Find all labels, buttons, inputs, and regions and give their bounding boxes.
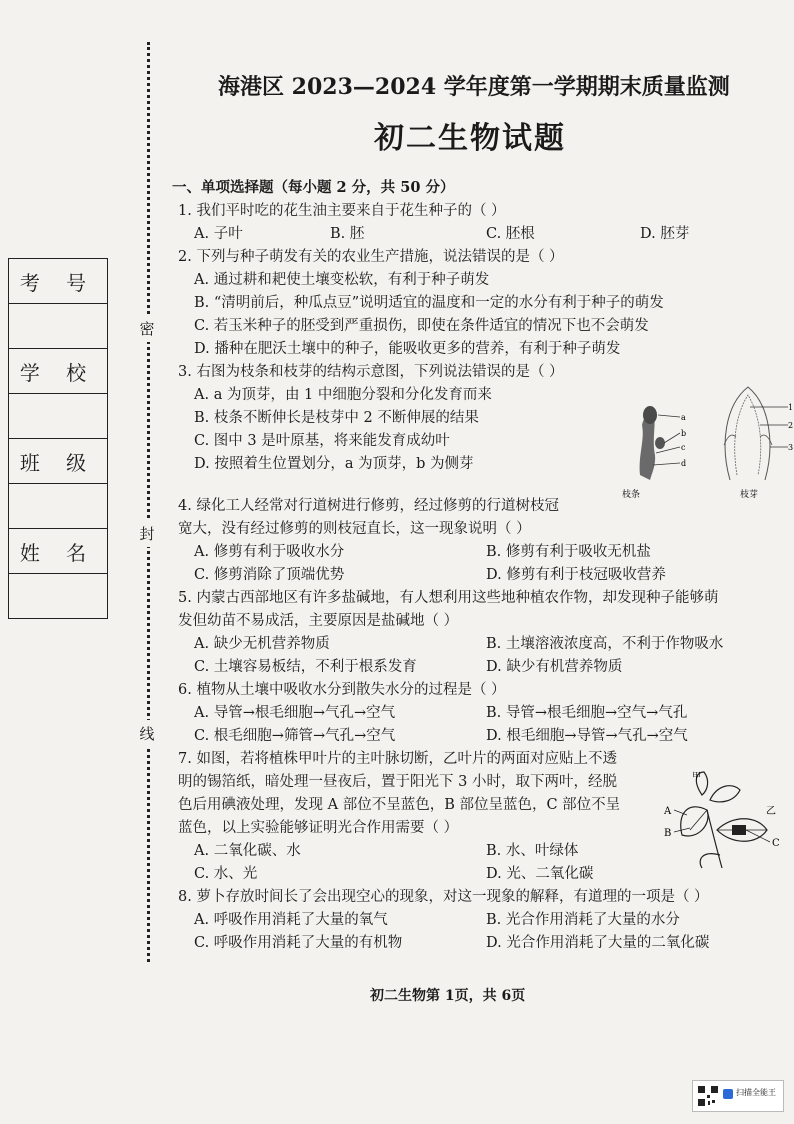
qr-code-icon: [697, 1085, 719, 1107]
branch-caption: 枝条: [622, 490, 641, 500]
q1-option-d: D. 胚芽: [640, 226, 690, 242]
label-b: b: [681, 429, 687, 438]
q8-option-d: D. 光合作用消耗了大量的二氧化碳: [486, 935, 710, 951]
q6-option-b: B. 导管→根毛细胞→空气→气孔: [486, 705, 688, 721]
q6-option-c: C. 根毛细胞→筛管→气孔→空气: [194, 728, 396, 744]
label-C: C: [772, 838, 780, 849]
label-yi: 乙: [766, 806, 776, 817]
exam-number-label: 考 号: [9, 259, 108, 304]
q1-option-c: C. 胚根: [486, 226, 535, 242]
scanner-watermark: [692, 1080, 784, 1112]
class-label: 班 级: [9, 439, 108, 484]
label-3: 3: [788, 443, 794, 452]
label-d: d: [681, 459, 687, 468]
q2-option-a: A. 通过耕和耙使土壤变松软，有利于种子萌发: [194, 272, 490, 288]
section-heading: 一、单项选择题（每小题 2 分，共 50 分）: [172, 179, 455, 196]
scanner-brand: 扫描全能王: [736, 1088, 776, 1097]
school-label: 学 校: [9, 349, 108, 394]
exam-number-field[interactable]: [9, 304, 108, 349]
question-8-stem: 8. 萝卜存放时间长了会出现空心的现象，对这一现象的解释，有道理的一项是（ ）: [178, 889, 709, 905]
seal-char-mi: 密: [134, 315, 160, 342]
q8-option-a: A. 呼吸作用消耗了大量的氧气: [194, 912, 388, 928]
q5-option-c: C. 土壤容易板结，不利于根系发育: [194, 659, 417, 675]
q7-option-c: C. 水、光: [194, 866, 258, 882]
seal-char-feng: 封: [134, 520, 160, 547]
school-field[interactable]: [9, 394, 108, 439]
question-7-stem: 7. 如图，若将植株甲叶片的主叶脉切断，乙叶片的两面对应贴上不透: [178, 751, 617, 767]
question-7-stem-2: 明的锡箔纸，暗处理一昼夜后，置于阳光下 3 小时，取下两叶，经脱: [178, 774, 617, 790]
question-7-stem-4: 蓝色，以上实验能够证明光合作用需要（ ）: [178, 820, 459, 836]
seal-line: [147, 42, 150, 962]
branch-drawing: [640, 406, 680, 480]
q4-option-d: D. 修剪有利于枝冠吸收营养: [486, 567, 666, 583]
leaf-experiment-figure: [662, 770, 787, 870]
label-2: 2: [788, 421, 794, 430]
leaf-jia: [681, 807, 708, 836]
question-7-stem-3: 色后用碘液处理，发现 A 部位不呈蓝色，B 部位呈蓝色，C 部位不呈: [178, 797, 621, 813]
q7-option-d: D. 光、二氧化碳: [486, 866, 594, 882]
q2-option-d: D. 播种在肥沃土壤中的种子，能吸收更多的营养，有利于种子萌发: [194, 341, 621, 357]
bud-caption: 枝芽: [740, 490, 759, 500]
q5-option-a: A. 缺少无机营养物质: [194, 636, 330, 652]
label-jia: 甲: [692, 772, 702, 782]
q7-option-b: B. 水、叶绿体: [486, 843, 579, 859]
label-B: B: [664, 828, 672, 839]
q3-option-d: D. 按照着生位置划分，a 为顶芽，b 为侧芽: [194, 456, 474, 472]
question-1-stem: 1. 我们平时吃的花生油主要来自于花生种子的（ ）: [178, 203, 506, 219]
label-a: a: [681, 413, 686, 422]
question-4-stem: 4. 绿化工人经常对行道树进行修剪，经过修剪的行道树枝冠: [178, 498, 559, 514]
exam-title: 海港区 2023—2024 学年度第一学期期末质量监测: [218, 74, 730, 100]
scanner-logo-icon: [723, 1089, 733, 1099]
q5-option-b: B. 土壤溶液浓度高，不利于作物吸水: [486, 636, 724, 652]
name-label: 姓 名: [9, 529, 108, 574]
question-4-stem-cont: 宽大，没有经过修剪的则枝冠直长，这一现象说明（ ）: [178, 521, 531, 537]
stem-line: [707, 810, 722, 868]
name-field[interactable]: [9, 574, 108, 619]
q8-option-c: C. 呼吸作用消耗了大量的有机物: [194, 935, 403, 951]
foil-patch: [732, 825, 746, 835]
q1-option-a: A. 子叶: [194, 226, 243, 242]
q8-option-b: B. 光合作用消耗了大量的水分: [486, 912, 680, 928]
subject-title: 初二生物试题: [374, 121, 566, 156]
label-1: 1: [788, 403, 794, 412]
q3-option-a: A. a 为顶芽，由 1 中细胞分裂和分化发育而来: [194, 387, 492, 403]
bud-drawing: [724, 387, 788, 480]
q3-option-c: C. 图中 3 是叶原基，将来能发育成幼叶: [194, 433, 450, 449]
class-field[interactable]: [9, 484, 108, 529]
student-info-table: [8, 258, 108, 619]
q5-option-d: D. 缺少有机营养物质: [486, 659, 623, 675]
branch-bud-figure: [620, 385, 794, 500]
q6-option-d: D. 根毛细胞→导管→气孔→空气: [486, 728, 688, 744]
q6-option-a: A. 导管→根毛细胞→气孔→空气: [194, 705, 396, 721]
page-footer: 初二生物第 1页，共 6页: [370, 988, 526, 1004]
q4-option-b: B. 修剪有利于吸收无机盐: [486, 544, 651, 560]
q4-option-a: A. 修剪有利于吸收水分: [194, 544, 345, 560]
label-A: A: [664, 806, 672, 817]
question-6-stem: 6. 植物从土壤中吸收水分到散失水分的过程是（ ）: [178, 682, 506, 698]
question-3-stem: 3. 右图为枝条和枝芽的结构示意图，下列说法错误的是（ ）: [178, 364, 564, 380]
q2-option-c: C. 若玉米种子的胚受到严重损伤，即使在条件适宜的情况下也不会萌发: [194, 318, 649, 334]
label-c: c: [681, 443, 686, 452]
q7-option-a: A. 二氧化碳、水: [194, 843, 301, 859]
seal-char-xian: 线: [134, 720, 160, 747]
q2-option-b: B. “清明前后，种瓜点豆”说明适宜的温度和一定的水分有利于种子的萌发: [194, 295, 664, 311]
question-5-stem-cont: 发但幼苗不易成活，主要原因是盐碱地（ ）: [178, 613, 459, 629]
q1-option-b: B. 胚: [330, 226, 365, 242]
q4-option-c: C. 修剪消除了顶端优势: [194, 567, 345, 583]
question-2-stem: 2. 下列与种子萌发有关的农业生产措施，说法错误的是（ ）: [178, 249, 564, 265]
question-5-stem: 5. 内蒙古西部地区有许多盐碱地，有人想利用这些地种植农作物，却发现种子能够萌: [178, 590, 719, 606]
q3-option-b: B. 枝条不断伸长是枝芽中 2 不断伸展的结果: [194, 410, 479, 426]
